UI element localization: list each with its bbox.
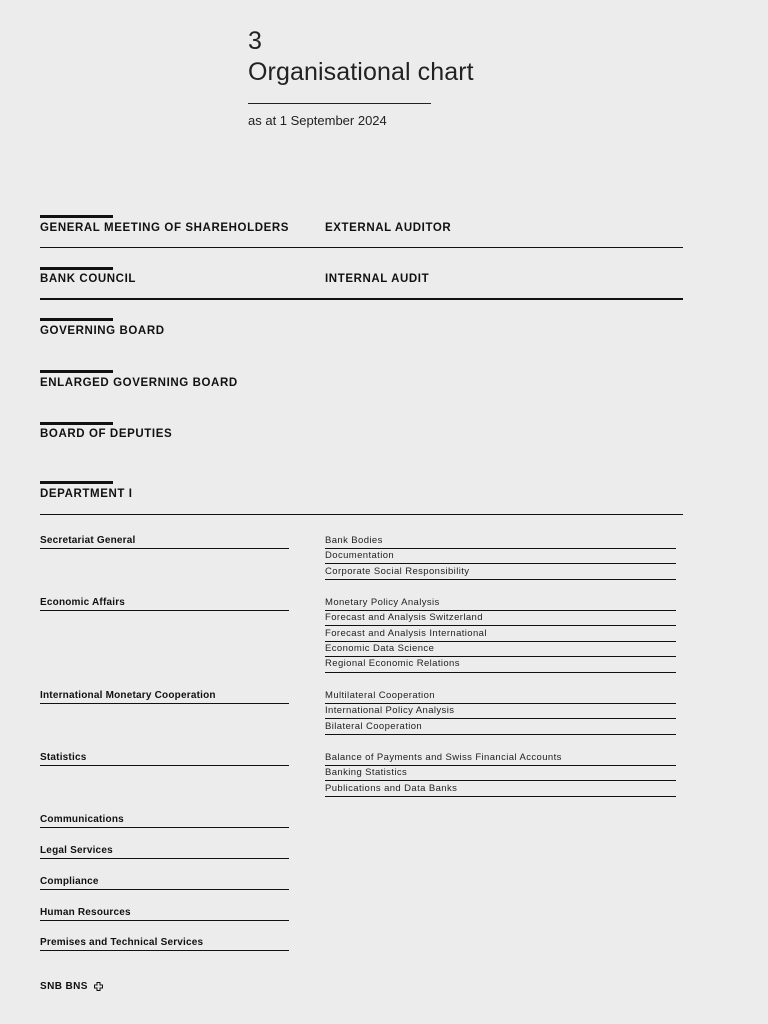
unit-human-resources: Human Resources	[40, 907, 131, 918]
chapter-number: 3	[248, 27, 262, 55]
unit-rule	[40, 889, 289, 890]
unit-economic-affairs: Economic Affairs	[40, 597, 126, 608]
subunit-item: Regional Economic Relations	[325, 658, 460, 669]
subunit-rule	[325, 563, 676, 564]
subunit-item: Monetary Policy Analysis	[325, 597, 440, 608]
unit-rule	[40, 827, 289, 828]
subunit-item: International Policy Analysis	[325, 705, 455, 716]
subunit-rule	[325, 579, 676, 580]
unit-rule	[40, 920, 289, 921]
unit-rule	[40, 610, 289, 611]
subunit-rule	[325, 656, 676, 657]
subunit-rule	[325, 796, 676, 797]
section-enlarged-governing-board: ENLARGED GOVERNING BOARD	[40, 377, 238, 389]
snb-logo	[40, 981, 103, 992]
subunit-item: Publications and Data Banks	[325, 783, 458, 794]
subunit-rule	[325, 672, 676, 673]
section-internal-audit: INTERNAL AUDIT	[325, 273, 430, 285]
subunit-rule	[325, 548, 676, 549]
section-general-meeting: GENERAL MEETING OF SHAREHOLDERS	[40, 222, 290, 234]
section-bank-council: BANK COUNCIL	[40, 273, 136, 285]
unit-rule	[40, 858, 289, 859]
section-board-of-deputies: BOARD OF DEPUTIES	[40, 428, 173, 440]
subunit-item: Banking Statistics	[325, 767, 408, 778]
section-tab	[40, 370, 113, 373]
divider	[40, 298, 683, 300]
subunit-item: Multilateral Cooperation	[325, 690, 435, 701]
unit-rule	[40, 703, 289, 704]
page-subtitle: as at 1 September 2024	[248, 113, 387, 128]
section-tab	[40, 422, 113, 425]
divider	[40, 514, 683, 515]
subunit-item: Economic Data Science	[325, 643, 435, 654]
unit-premises-and-technical-services: Premises and Technical Services	[40, 937, 204, 948]
unit-compliance: Compliance	[40, 876, 99, 887]
unit-statistics: Statistics	[40, 752, 87, 763]
section-tab	[40, 318, 113, 321]
unit-rule	[40, 765, 289, 766]
subunit-item: Forecast and Analysis International	[325, 628, 487, 639]
section-department-i: DEPARTMENT I	[40, 488, 133, 500]
unit-secretariat-general: Secretariat General	[40, 535, 136, 546]
subunit-rule	[325, 780, 676, 781]
logo-text: SNB BNS	[40, 981, 88, 992]
subunit-item: Bank Bodies	[325, 535, 383, 546]
subunit-rule	[325, 703, 676, 704]
page-title: Organisational chart	[248, 58, 474, 86]
subunit-item: Corporate Social Responsibility	[325, 566, 470, 577]
divider	[40, 247, 683, 248]
subunit-rule	[325, 718, 676, 719]
swiss-cross-icon	[94, 982, 103, 991]
subunit-rule	[325, 734, 676, 735]
subunit-rule	[325, 610, 676, 611]
subunit-rule	[325, 765, 676, 766]
subunit-item: Balance of Payments and Swiss Financial Accounts	[325, 752, 562, 763]
subunit-item: Forecast and Analysis Switzerland	[325, 612, 483, 623]
unit-international-monetary-cooperation: International Monetary Cooperation	[40, 690, 216, 701]
section-tab	[40, 481, 113, 484]
unit-rule	[40, 548, 289, 549]
title-rule	[248, 103, 431, 104]
section-tab	[40, 215, 113, 218]
unit-rule	[40, 950, 289, 951]
section-external-auditor: EXTERNAL AUDITOR	[325, 222, 452, 234]
subunit-item: Documentation	[325, 550, 395, 561]
subunit-rule	[325, 625, 676, 626]
unit-communications: Communications	[40, 814, 124, 825]
unit-legal-services: Legal Services	[40, 845, 113, 856]
subunit-item: Bilateral Cooperation	[325, 721, 423, 732]
section-governing-board: GOVERNING BOARD	[40, 325, 165, 337]
section-tab	[40, 267, 113, 270]
subunit-rule	[325, 641, 676, 642]
